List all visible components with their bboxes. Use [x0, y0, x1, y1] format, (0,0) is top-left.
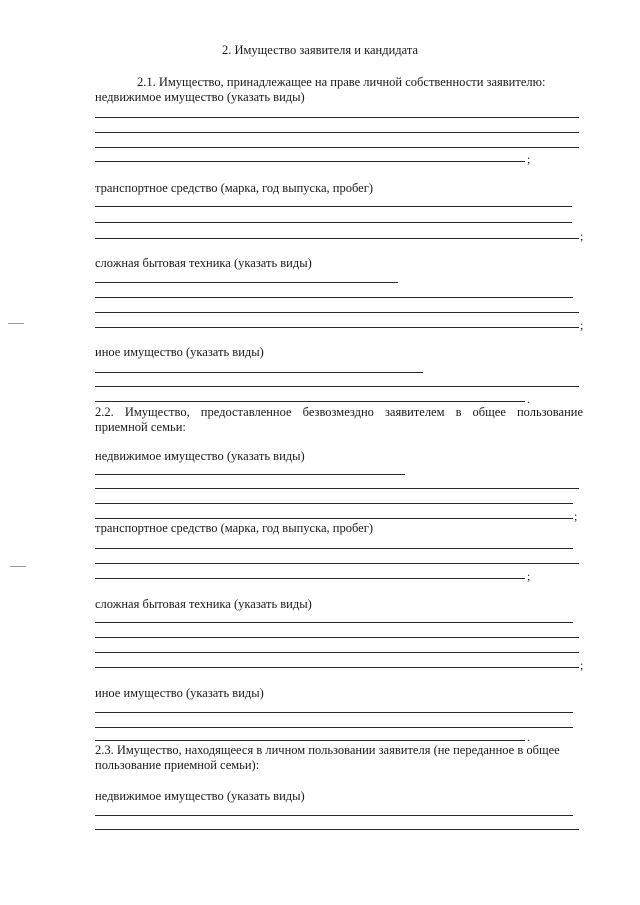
s1-other-line-2[interactable]: [95, 386, 579, 387]
s1-appliances-line-3[interactable]: [95, 312, 579, 313]
s2-transport-line-3[interactable]: [95, 578, 525, 579]
s1-other-line-3[interactable]: [95, 401, 525, 402]
s2-real-estate-line-2[interactable]: [95, 488, 579, 489]
s1-real-estate-line-1[interactable]: [95, 117, 579, 118]
s1-real-estate-line-4[interactable]: [95, 161, 525, 162]
s1-transport-label: транспортное средство (марка, год выпуска, пробег): [95, 181, 373, 195]
s1-appliances-semicolon: ;: [580, 318, 584, 332]
s2-transport-semicolon: ;: [527, 569, 531, 583]
s2-other-line-3[interactable]: [95, 740, 525, 741]
margin-mark: [10, 566, 26, 567]
section-2-1-heading: 2.1. Имущество, принадлежащее на праве личной собственности заявителю:: [137, 75, 546, 89]
s2-transport-line-2[interactable]: [95, 563, 579, 564]
s1-other-line-1[interactable]: [95, 372, 423, 373]
s1-appliances-line-2[interactable]: [95, 297, 573, 298]
s2-transport-label: транспортное средство (марка, год выпуска, пробег): [95, 521, 373, 535]
s2-other-line-2[interactable]: [95, 727, 573, 728]
s2-appliances-label: сложная бытовая техника (указать виды): [95, 597, 312, 611]
s3-real-estate-line-1[interactable]: [95, 815, 573, 816]
s1-appliances-label: сложная бытовая техника (указать виды): [95, 256, 312, 270]
s2-other-line-1[interactable]: [95, 712, 573, 713]
s1-transport-semicolon: ;: [580, 229, 584, 243]
s2-appliances-line-1[interactable]: [95, 622, 573, 623]
section-2-2-heading-line-2: приемной семьи:: [95, 420, 186, 434]
section-2-2-heading-line-1: 2.2. Имущество, предоставленное безвозмездно заявителем в общее пользование: [95, 405, 583, 419]
s2-appliances-line-2[interactable]: [95, 637, 579, 638]
s1-real-estate-semicolon: ;: [527, 152, 531, 166]
s3-real-estate-line-2[interactable]: [95, 829, 579, 830]
s1-appliances-line-4[interactable]: [95, 327, 579, 328]
s1-other-label: иное имущество (указать виды): [95, 345, 264, 359]
s1-transport-line-3[interactable]: [95, 238, 579, 239]
s2-real-estate-line-3[interactable]: [95, 503, 573, 504]
s2-real-estate-label: недвижимое имущество (указать виды): [95, 449, 305, 463]
s1-transport-line-2[interactable]: [95, 222, 572, 223]
s1-real-estate-line-3[interactable]: [95, 147, 579, 148]
s2-other-period: .: [527, 730, 530, 744]
s2-appliances-semicolon: ;: [580, 658, 584, 672]
section-title: 2. Имущество заявителя и кандидата: [221, 43, 419, 57]
s1-transport-line-1[interactable]: [95, 206, 572, 207]
s2-real-estate-line-4[interactable]: [95, 518, 573, 519]
s2-other-label: иное имущество (указать виды): [95, 686, 264, 700]
s2-real-estate-line-1[interactable]: [95, 474, 405, 475]
s2-appliances-line-4[interactable]: [95, 667, 579, 668]
s2-transport-line-1[interactable]: [95, 548, 573, 549]
section-2-3-heading-line-1: 2.3. Имущество, находящееся в личном пользовании заявителя (не переданное в общее: [95, 743, 560, 757]
s1-real-estate-label: недвижимое имущество (указать виды): [95, 90, 305, 104]
s3-real-estate-label: недвижимое имущество (указать виды): [95, 789, 305, 803]
s2-appliances-line-3[interactable]: [95, 652, 579, 653]
s1-other-period: .: [527, 392, 530, 406]
s1-appliances-line-1[interactable]: [95, 282, 398, 283]
s2-real-estate-semicolon: ;: [574, 509, 578, 523]
section-2-3-heading-line-2: пользование приемной семьи):: [95, 758, 260, 772]
s1-real-estate-line-2[interactable]: [95, 132, 579, 133]
margin-mark: [8, 323, 24, 324]
